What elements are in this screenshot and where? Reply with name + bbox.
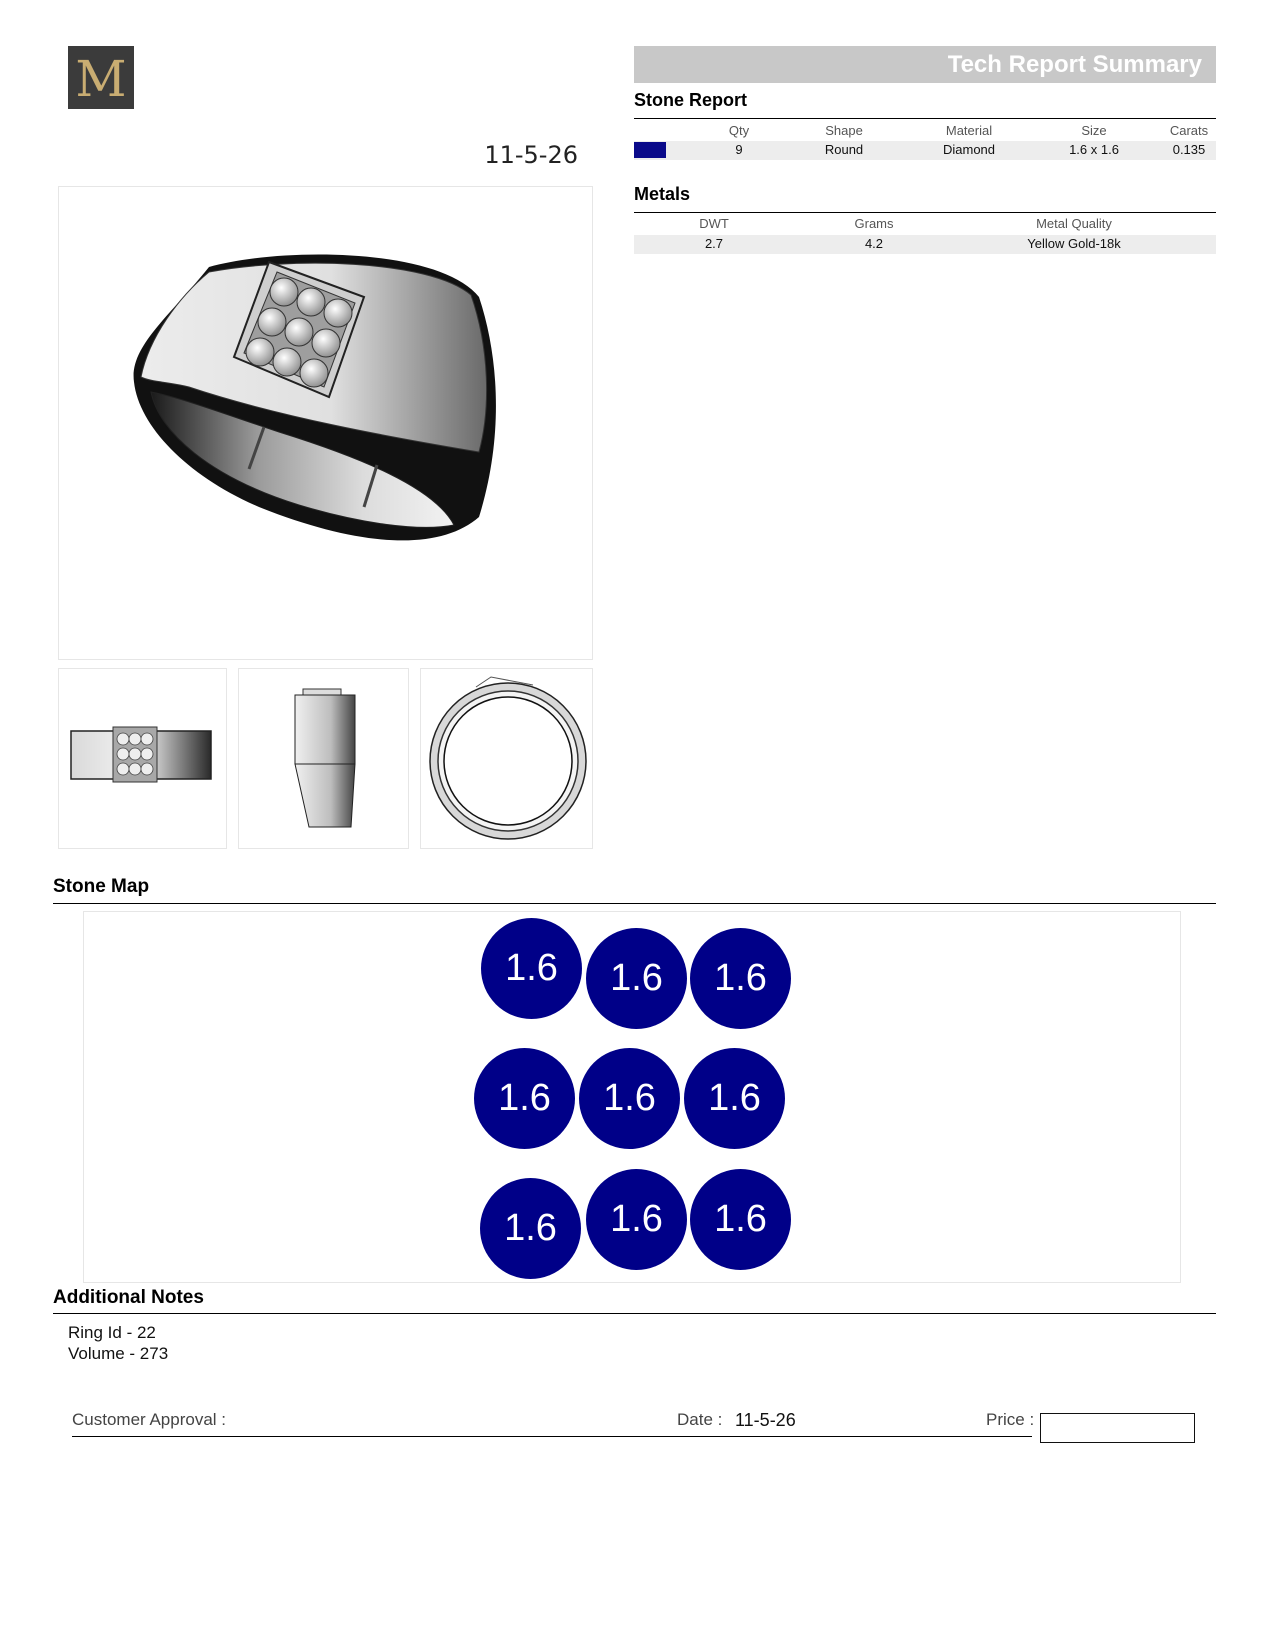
stone-report-header bbox=[634, 123, 1216, 141]
col-material: Material bbox=[945, 123, 993, 138]
stone-8: 1.6 bbox=[586, 1169, 687, 1270]
customer-approval-label: Customer Approval : bbox=[72, 1410, 227, 1429]
ring-top-view bbox=[58, 668, 227, 849]
cell-carats: 0.135 bbox=[1172, 142, 1206, 157]
cell-qty: 9 bbox=[735, 142, 743, 157]
cell-material: Diamond bbox=[942, 142, 996, 157]
col-dwt: DWT bbox=[699, 216, 729, 231]
logo-letter: M bbox=[75, 50, 127, 108]
ring-main-view bbox=[58, 186, 593, 660]
report-date: 11-5-26 bbox=[484, 141, 578, 169]
metals-row bbox=[634, 235, 1216, 254]
cell-grams: 4.2 bbox=[864, 236, 884, 251]
col-size: Size bbox=[1081, 123, 1107, 138]
additional-notes-rule bbox=[53, 1313, 1216, 1314]
note-line-ring-id: Ring Id - 22 bbox=[68, 1323, 156, 1342]
stone-4: 1.6 bbox=[474, 1048, 575, 1149]
stone-color-swatch bbox=[634, 142, 666, 158]
col-grams: Grams bbox=[854, 216, 894, 231]
report-title: Tech Report Summary bbox=[634, 46, 1216, 83]
ring-top-view-image bbox=[59, 669, 226, 848]
metals-title: Metals bbox=[634, 184, 691, 204]
ring-front-view-image bbox=[421, 669, 592, 848]
metals-rule bbox=[634, 212, 1216, 213]
col-carats: Carats bbox=[1169, 123, 1209, 138]
stone-2: 1.6 bbox=[586, 928, 687, 1029]
stone-report-rule bbox=[634, 118, 1216, 119]
stone-map-panel bbox=[83, 911, 1181, 1283]
ring-front-view bbox=[420, 668, 593, 849]
cell-dwt: 2.7 bbox=[704, 236, 724, 251]
ring-perspective-image bbox=[59, 187, 592, 659]
metals-header bbox=[634, 216, 1216, 234]
stone-map-title: Stone Map bbox=[53, 876, 150, 897]
stone-report-row bbox=[634, 141, 1216, 160]
approval-date-label: Date : bbox=[677, 1410, 723, 1429]
additional-notes-body bbox=[68, 1322, 168, 1364]
approval-date-value: 11-5-26 bbox=[735, 1410, 796, 1430]
ring-side-view bbox=[238, 668, 409, 849]
additional-notes-title: Additional Notes bbox=[53, 1287, 204, 1308]
cell-shape: Round bbox=[824, 142, 864, 157]
col-shape: Shape bbox=[825, 123, 863, 138]
price-label: Price : bbox=[986, 1410, 1035, 1429]
stone-7: 1.6 bbox=[480, 1178, 581, 1279]
stone-3: 1.6 bbox=[690, 928, 791, 1029]
ring-side-view-image bbox=[239, 669, 408, 848]
stone-report-title: Stone Report bbox=[634, 90, 748, 110]
company-logo bbox=[68, 46, 134, 109]
stone-5: 1.6 bbox=[579, 1048, 680, 1149]
cell-metal-quality: Yellow Gold-18k bbox=[1027, 236, 1121, 251]
cell-size: 1.6 x 1.6 bbox=[1069, 142, 1119, 157]
stone-6: 1.6 bbox=[684, 1048, 785, 1149]
col-metal-quality: Metal Quality bbox=[1036, 216, 1112, 231]
note-line-volume: Volume - 273 bbox=[68, 1344, 169, 1363]
stone-1: 1.6 bbox=[481, 918, 582, 1019]
col-qty: Qty bbox=[728, 123, 750, 138]
stone-map-rule bbox=[53, 903, 1216, 904]
price-input-box[interactable] bbox=[1040, 1413, 1195, 1443]
approval-signature-line bbox=[72, 1436, 1032, 1437]
stone-9: 1.6 bbox=[690, 1169, 791, 1270]
